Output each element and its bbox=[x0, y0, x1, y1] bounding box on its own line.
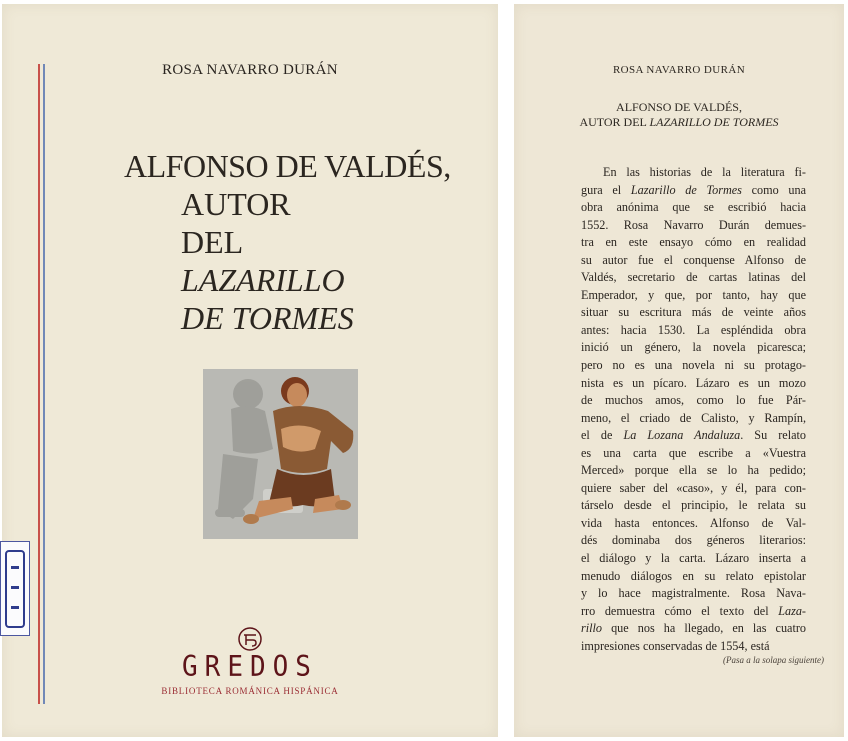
flap-title-prefix: AUTOR DEL bbox=[579, 115, 650, 129]
flap-body-line: de muchos amos, como lo fue Pár- bbox=[581, 393, 806, 408]
publisher-emblem-icon bbox=[235, 626, 265, 652]
flap-title-italic: LAZARILLO DE TORMES bbox=[649, 115, 779, 129]
flap-body-line: társelo desde el principio, le relata su bbox=[581, 498, 806, 513]
flap-body-line: inició un género, la novela picaresca; bbox=[581, 340, 806, 355]
book-cover bbox=[2, 4, 498, 737]
collection-name: BIBLIOTECA ROMÁNICA HISPÁNICA bbox=[161, 686, 339, 696]
cover-title-line: AUTOR bbox=[181, 186, 291, 222]
flap-body-line: tra en este ensayo cómo en realidad bbox=[581, 235, 806, 250]
cover-title-line: DEL bbox=[181, 224, 244, 260]
cover-title bbox=[124, 147, 451, 337]
cover-title-line: DE TORMES bbox=[181, 300, 354, 336]
library-sticker-frame bbox=[5, 550, 25, 628]
flap-body-line: Valdés, secretario de cartas latinas del bbox=[581, 270, 806, 285]
inside-flap bbox=[514, 4, 844, 737]
flap-body-line: dés dominaba dos géneros literarios: bbox=[581, 533, 806, 548]
flap-body-line: el diálogo y la carta. Lázaro inserta a bbox=[581, 551, 806, 566]
library-sticker bbox=[0, 541, 30, 636]
flap-body-line: vida hasta entonces. Alfonso de Val- bbox=[581, 515, 806, 530]
flap-body-line: rro demuestra cómo el texto del Laza- bbox=[581, 603, 806, 618]
flap-body-line: menudo diálogos en su relato epistolar bbox=[581, 568, 806, 583]
flap-body-line: gura el Lazarillo de Tormes como una bbox=[581, 182, 806, 197]
flap-body-line: meno, el criado de Calisto, y Rampín, bbox=[581, 410, 806, 425]
flap-title-line bbox=[514, 115, 844, 130]
flap-title bbox=[514, 100, 844, 130]
publisher-name: GREDOS bbox=[182, 650, 318, 684]
flap-body-line: Emperador, y que, por tanto, hay que bbox=[581, 287, 806, 302]
flap-body-line: 1552. Rosa Navarro Durán demues- bbox=[581, 217, 806, 232]
flap-body-line: rillo que nos ha llegado, en las cuatro bbox=[581, 621, 806, 636]
publisher-logo bbox=[2, 626, 498, 682]
cover-title-line: LAZARILLO bbox=[181, 262, 345, 298]
flap-body-line: el de La Lozana Andaluza. Su relato bbox=[581, 428, 806, 443]
flap-body-text bbox=[581, 164, 806, 655]
continued-note: (Pasa a la solapa siguiente) bbox=[723, 655, 824, 665]
flap-title-line: ALFONSO DE VALDÉS, bbox=[616, 100, 742, 114]
flap-body-line: y lo hace magistralmente. Rosa Nava- bbox=[581, 586, 806, 601]
blue-border-line bbox=[43, 64, 45, 704]
cover-title-line: ALFONSO DE VALDÉS, bbox=[124, 148, 451, 184]
flap-body-line: En las historias de la literatura fi- bbox=[603, 165, 806, 179]
flap-body-line: pero no es una novela ni su protago- bbox=[581, 358, 806, 373]
flap-body-line: quiere saber del «caso», y él, para con- bbox=[581, 480, 806, 495]
red-border-line bbox=[38, 64, 40, 704]
cover-illustration bbox=[203, 369, 358, 539]
flap-body-line: es una carta que escribe a «Vuestra bbox=[581, 445, 806, 460]
flap-body-line: antes: hacia 1530. La espléndida obra bbox=[581, 322, 806, 337]
cover-author: ROSA NAVARRO DURÁN bbox=[162, 62, 338, 78]
flap-body-line: obra anónima que se escribió hacia bbox=[581, 200, 806, 215]
flap-body-line: impresiones conservadas de 1554, está bbox=[581, 638, 770, 653]
flap-author: ROSA NAVARRO DURÁN bbox=[612, 64, 746, 76]
flap-body-line: nista es un pícaro. Lázaro es un mozo bbox=[581, 375, 806, 390]
flap-body-line: Merced» porque ella se lo ha pedido; bbox=[581, 463, 806, 478]
flap-body-line: situar su escritura más de veinte años bbox=[581, 305, 806, 320]
flap-body-line: su autor fue el conquense Alfonso de bbox=[581, 252, 806, 267]
